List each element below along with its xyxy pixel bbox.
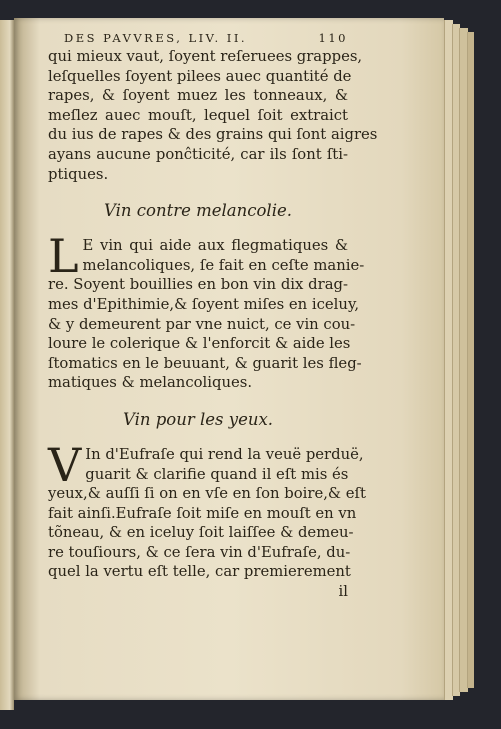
drop-capital: V [48, 437, 82, 492]
text-line: & y demeurent par vne nuict, ce vin cou- [48, 315, 356, 333]
text-line: ptiques. [48, 165, 109, 183]
text-line: matiques & melancoliques. [48, 374, 253, 392]
text-line: guarit & clarifie quand il eſt mis és [85, 465, 349, 483]
text-line: meſlez auec mouſt, lequel ſoit extraict [48, 106, 348, 124]
catchword: il [338, 583, 348, 601]
text-line: re. Soyent bouillies en bon vin dix drag- [48, 276, 348, 294]
text-line: mes d'Epithimie,& ſoyent miſes en iceluy, [48, 295, 360, 313]
text-line: quel la vertu eſt telle, car premierement [48, 563, 351, 581]
text-line: melancoliques, ſe fait en ceſte manie- [82, 256, 365, 274]
paragraph-yeux [48, 437, 366, 582]
text-line: du ius de rapes & des grains qui ſont aigres [48, 126, 378, 144]
folio-number: 110 [318, 31, 348, 45]
text-line: fait ainſi.Eufraſe ſoit miſe en mouſt en vn [48, 504, 357, 522]
running-header [64, 30, 348, 46]
page-stack-edge [467, 32, 474, 688]
section-heading-yeux: Vin pour les yeux. [122, 409, 274, 429]
text-line: ayans aucune ponĉticité, car ils ſont ſti- [48, 145, 348, 163]
text-line: qui mieux vaut, ſoyent reſeruees grappes, [48, 48, 363, 65]
facing-page-edge [0, 20, 14, 710]
drop-capital: L [48, 229, 79, 284]
text-line: E vin qui aide aux flegmatiques & [82, 237, 348, 255]
text-line: re touſiours, & ce ſera vin d'Eufraſe, du- [48, 543, 351, 561]
page-text [48, 30, 378, 602]
text-line: loure le colerique & l'enforcit & aide les [48, 335, 351, 353]
text-line: In d'Eufraſe qui rend la veuë perduë, [85, 445, 364, 463]
section-heading-melancolie: Vin contre melancolie. [104, 201, 292, 221]
running-title: DES PAVVRES, LIV. II. [64, 31, 248, 45]
text-line: rapes, & ſoyent muez les tonneaux, & [48, 87, 348, 105]
text-line: yeux,& auſſi ſi on en vſe en ſon boire,& eſt [48, 485, 366, 503]
text-line: leſquelles ſoyent pilees auec quantité de [48, 67, 352, 85]
text-line: tõneau, & en iceluy ſoit laiſſee & demeu- [48, 524, 354, 542]
text-line: ſtomatics en le beuuant, & guarit les fleg- [48, 354, 362, 372]
paragraph-melancolie [48, 229, 365, 393]
intro-paragraph [48, 47, 378, 184]
